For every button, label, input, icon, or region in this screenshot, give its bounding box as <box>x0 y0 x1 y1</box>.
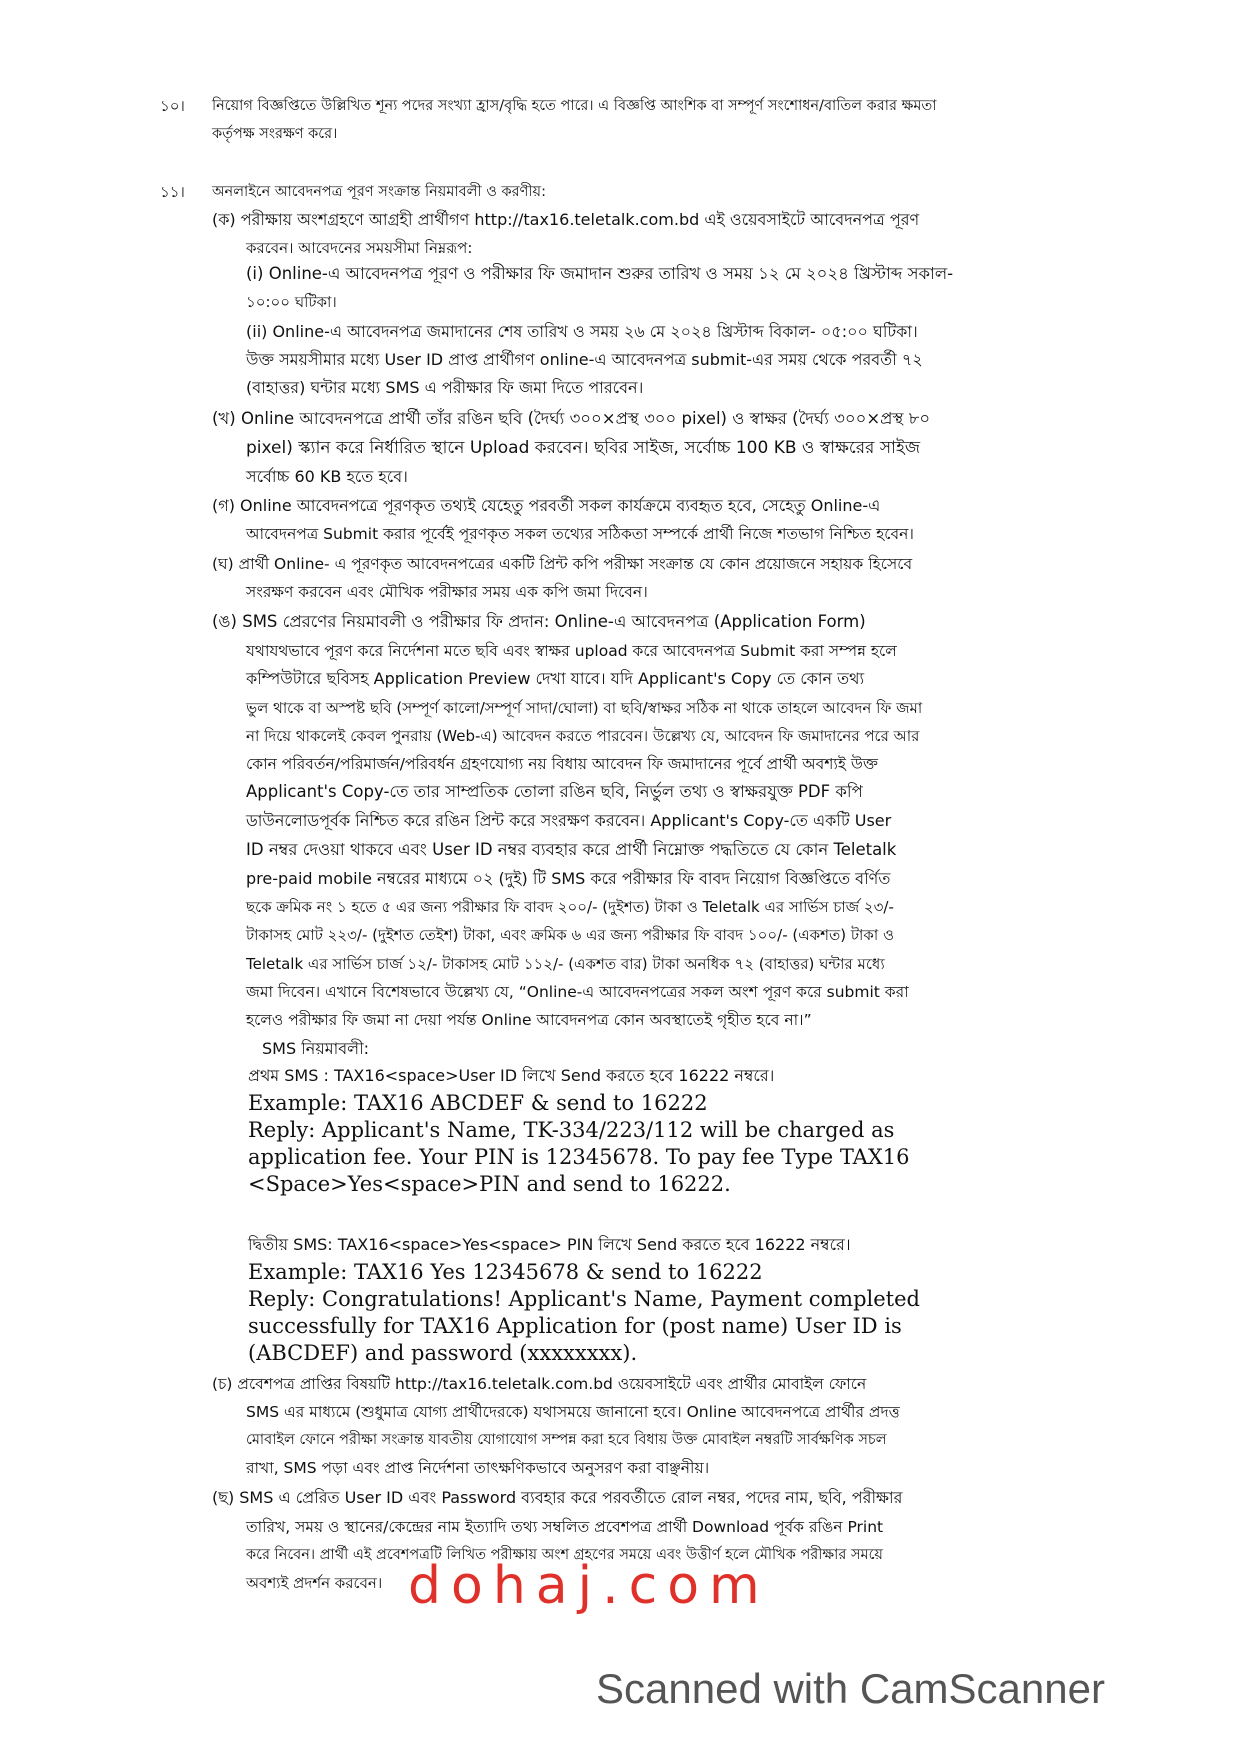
clause-gha-line-1: (ঘ) প্রার্থী Online- এ পূরণকৃত আবেদনপত্রের একটি প্রিন্ট কপি পরীক্ষা সংক্রান্ত যে কোন প্রয়োজনে সহায়ক হিসেবে <box>212 555 913 573</box>
clause-cha-line-3: মোবাইল ফোনে পরীক্ষা সংক্রান্ত যাবতীয় যোগাযোগ সম্পন্ন করা হবে বিধায় উক্ত মোবাইল নম্বরটি সার্বক্ষণিক সচল <box>246 1432 887 1448</box>
clause-ga-line-1: (গ) Online আবেদনপত্রে পূরণকৃত তথ্যই যেহেতু পরবর্তী সকল কার্যক্রমে ব্যবহৃত হবে, সেহেতু Online-এ <box>212 496 881 515</box>
item-10-line-1: নিয়োগ বিজ্ঞপ্তিতে উল্লিখিত শূন্য পদের সংখ্যা হ্রাস/বৃদ্ধি হতে পারে। এ বিজ্ঞপ্তি আংশিক বা সম্পূর্ণ সংশোধন/বাতিল করার ক্ষমতা <box>212 98 937 114</box>
clause-umo-line-8: ডাউনলোডপূর্বক নিশ্চিত করে রঙিন প্রিন্ট করে সংরক্ষণ করবেন। Applicant's Copy-তে একটি User <box>246 811 892 830</box>
clause-ga-line-2: আবেদনপত্র Submit করার পূর্বেই পূরণকৃত সকল তথ্যের সঠিকতা সম্পর্কে প্রার্থী নিজে শতভাগ নিশ্চিত হবেন। <box>246 525 914 543</box>
clause-chha-line-1: (ছ) SMS এ প্রেরিত User ID এবং Password ব্যবহার করে পরবর্তীতে রোল নম্বর, পদের নাম, ছবি, পরীক্ষার <box>212 1488 903 1507</box>
item-10-number: ১০। <box>160 97 185 115</box>
clause-ka-ii-line-1: (ii) Online-এ আবেদনপত্র জমাদানের শেষ তারিখ ও সময় ২৬ মে ২০২৪ খ্রিস্টাব্দ বিকাল- ০৫:০০ ঘটিকা। <box>246 322 918 341</box>
clause-umo-line-15: হলেও পরীক্ষার ফি জমা না দেয়া পর্যন্ত Online আবেদনপত্র কোন অবস্থাতেই গৃহীত হবে না।” <box>246 1011 812 1029</box>
clause-umo-line-6: কোন পরিবর্তন/পরিমার্জন/পরিবর্ধন গ্রহণযোগ্য নয় বিধায় আবেদন ফি জমাদানের পূর্বে প্রার্থী অবশ্যই উক্ত <box>246 755 878 773</box>
item-11-number: ১১। <box>160 183 185 201</box>
clause-cha-line-2: SMS এর মাধ্যমে (শুধুমাত্র যোগ্য প্রার্থীদেরকে) যথাসময়ে জানানো হবে। Online আবেদনপত্রে প্রার্থীর প্রদত্ত <box>246 1403 900 1421</box>
clause-ka-i-line-1: (i) Online-এ আবেদনপত্র পূরণ ও পরীক্ষার ফি জমাদান শুরুর তারিখ ও সময় ১২ মে ২০২৪ খ্রিস্টাব্দ সকাল- <box>246 264 954 283</box>
clause-chha-line-4: অবশ্যই প্রদর্শন করবেন। <box>246 1574 383 1592</box>
clause-ka-i-line-2: ১০:০০ ঘটিকা। <box>246 293 337 311</box>
dohaj-watermark: dohaj.com <box>408 1556 770 1616</box>
clause-umo-line-1: (ঙ) SMS প্রেরণের নিয়মাবলী ও পরীক্ষার ফি প্রদান: Online-এ আবেদনপত্র (Application Form) <box>212 612 866 631</box>
clause-kha-line-1: (খ) Online আবেদনপত্রে প্রার্থী তাঁর রঙিন ছবি (দৈর্ঘ্য ৩০০×প্রস্থ ৩০০ pixel) ও স্বাক্ষর (দৈর্ঘ্য ৩০০×প্রস্থ ৮০ <box>212 409 931 428</box>
clause-chha-line-3: করে নিবেন। প্রার্থী এই প্রবেশপত্রটি লিখিত পরীক্ষায় অংশ গ্রহণের সময়ে এবং উত্তীর্ণ হলে মৌখিক পরীক্ষার সময়ে <box>246 1547 883 1563</box>
second-sms-example: Example: TAX16 Yes 12345678 & send to 16222 <box>248 1260 763 1284</box>
first-sms-instruction: প্রথম SMS : TAX16<space>User ID লিখে Send করতে হবে 16222 নম্বরে। <box>248 1066 775 1085</box>
clause-cha-line-4: রাখা, SMS পড়া এবং প্রাপ্ত নির্দেশনা তাৎক্ষণিকভাবে অনুসরণ করা বাঞ্ছনীয়। <box>246 1459 710 1477</box>
second-sms-reply-line-3: (ABCDEF) and password (xxxxxxxx). <box>248 1341 638 1365</box>
clause-ka-line-2: করবেন। আবেদনের সময়সীমা নিম্নরূপ: <box>246 239 473 257</box>
clause-umo-line-10: pre-paid mobile নম্বরের মাধ্যমে ০২ (দুই) টি SMS করে পরীক্ষার ফি বাবদ নিয়োগ বিজ্ঞপ্তিতে বর্ণিত <box>246 869 891 888</box>
clause-kha-line-3: সর্বোচ্চ 60 KB হতে হবে। <box>246 467 408 486</box>
second-sms-instruction: দ্বিতীয় SMS: TAX16<space>Yes<space> PIN লিখে Send করতে হবে 16222 নম্বরে। <box>248 1235 851 1254</box>
second-sms-reply-line-2: successfully for TAX16 Application for (post name) User ID is <box>248 1314 902 1338</box>
clause-gha-line-2: সংরক্ষণ করবেন এবং মৌখিক পরীক্ষার সময় এক কপি জমা দিবেন। <box>246 583 648 601</box>
clause-cha-line-1: (চ) প্রবেশপত্র প্রাপ্তির বিষয়টি http://tax16.teletalk.com.bd ওয়েবসাইটে এবং প্রার্থীর মোবাইল ফোনে <box>212 1375 867 1393</box>
clause-umo-line-14: জমা দিবেন। এখানে বিশেষভাবে উল্লেখ্য যে, “Online-এ আবেদনপত্রের সকল অংশ পূরণ করে submit করা <box>246 983 909 1001</box>
clause-kha-line-2: pixel) স্ক্যান করে নির্ধারিত স্থানে Upload করবেন। ছবির সাইজ, সর্বোচ্চ 100 KB ও স্বাক্ষরের সাইজ <box>246 438 921 458</box>
clause-umo-line-13: Teletalk এর সার্ভিস চার্জ ১২/- টাকাসহ মোট ১১২/- (একশত বার) টাকা অনধিক ৭২ (বাহাত্তর) ঘন্টার মধ্যে <box>246 955 885 973</box>
first-sms-example: Example: TAX16 ABCDEF & send to 16222 <box>248 1091 708 1115</box>
first-sms-reply-line-2: application fee. Your PIN is 12345678. To pay fee Type TAX16 <box>248 1145 910 1169</box>
camscanner-footer: Scanned with CamScanner <box>596 1665 1105 1712</box>
clause-umo-line-9: ID নম্বর দেওয়া থাকবে এবং User ID নম্বর ব্যবহার করে প্রার্থী নিম্নোক্ত পদ্ধতিতে যে কোন Teletalk <box>246 840 897 859</box>
clause-ka-line-1: (ক) পরীক্ষায় অংশগ্রহণে আগ্রহী প্রার্থীগণ http://tax16.teletalk.com.bd এই ওয়েবসাইটে আবেদনপত্র পূরণ <box>212 210 920 229</box>
second-sms-reply-line-1: Reply: Congratulations! Applicant's Name, Payment completed <box>248 1287 920 1311</box>
clause-chha-line-2: তারিখ, সময় ও স্থানের/কেন্দ্রের নাম ইত্যাদি তথ্য সম্বলিত প্রবেশপত্র প্রার্থী Download পূর্বক রঙিন Print <box>246 1518 884 1536</box>
clause-ka-ii-line-3: (বাহাত্তর) ঘন্টার মধ্যে SMS এ পরীক্ষার ফি জমা দিতে পারবেন। <box>246 378 644 397</box>
first-sms-reply-line-1: Reply: Applicant's Name, TK-334/223/112 will be charged as <box>248 1118 895 1142</box>
sms-rules-title: SMS নিয়মাবলী: <box>262 1039 370 1058</box>
clause-umo-line-3: কম্পিউটারে ছবিসহ Application Preview দেখা যাবে। যদি Applicant's Copy তে কোন তথ্য <box>246 669 865 688</box>
clause-umo-line-4: ভুল থাকে বা অস্পষ্ট ছবি (সম্পূর্ণ কালো/সম্পূর্ণ সাদা/ঘোলা) বা ছবি/স্বাক্ষর সঠিক না থাকে তাহলে আবেদন ফি জমা <box>246 699 923 717</box>
clause-ka-ii-line-2: উক্ত সময়সীমার মধ্যে User ID প্রাপ্ত প্রার্থীগণ online-এ আবেদনপত্র submit-এর সময় থেকে পরবর্তী ৭২ <box>246 350 923 369</box>
item-10-line-2: কর্তৃপক্ষ সংরক্ষণ করে। <box>212 126 338 142</box>
clause-umo-line-2: যথাযথভাবে পূরণ করে নির্দেশনা মতে ছবি এবং স্বাক্ষর upload করে আবেদনপত্র Submit করা সম্পন্ন হলে <box>246 642 897 660</box>
first-sms-reply-line-3: <Space>Yes<space>PIN and send to 16222. <box>248 1172 731 1196</box>
clause-umo-line-5: না দিয়ে থাকলেই কেবল পুনরায় (Web-এ) আবেদন করতে পারবেন। উল্লেখ্য যে, আবেদন ফি জমাদানের পরে আর <box>246 727 920 745</box>
clause-umo-line-12: টাকাসহ মোট ২২৩/- (দুইশত তেইশ) টাকা, এবং ক্রমিক ৬ এর জন্য পরীক্ষার ফি বাবদ ১০০/- (একশত) টাকা ও <box>246 926 895 944</box>
clause-umo-line-7: Applicant's Copy-তে তার সাম্প্রতিক তোলা রঙিন ছবি, নির্ভুল তথ্য ও স্বাক্ষরযুক্ত PDF কপি <box>246 782 863 801</box>
item-11-title: অনলাইনে আবেদনপত্র পূরণ সংক্রান্ত নিয়মাবলী ও করণীয়: <box>212 184 546 200</box>
clause-umo-line-11: ছকে ক্রমিক নং ১ হতে ৫ এর জন্য পরীক্ষার ফি বাবদ ২০০/- (দুইশত) টাকা ও Teletalk এর সার্ভিস চার্জ ২৩/- <box>246 898 894 916</box>
